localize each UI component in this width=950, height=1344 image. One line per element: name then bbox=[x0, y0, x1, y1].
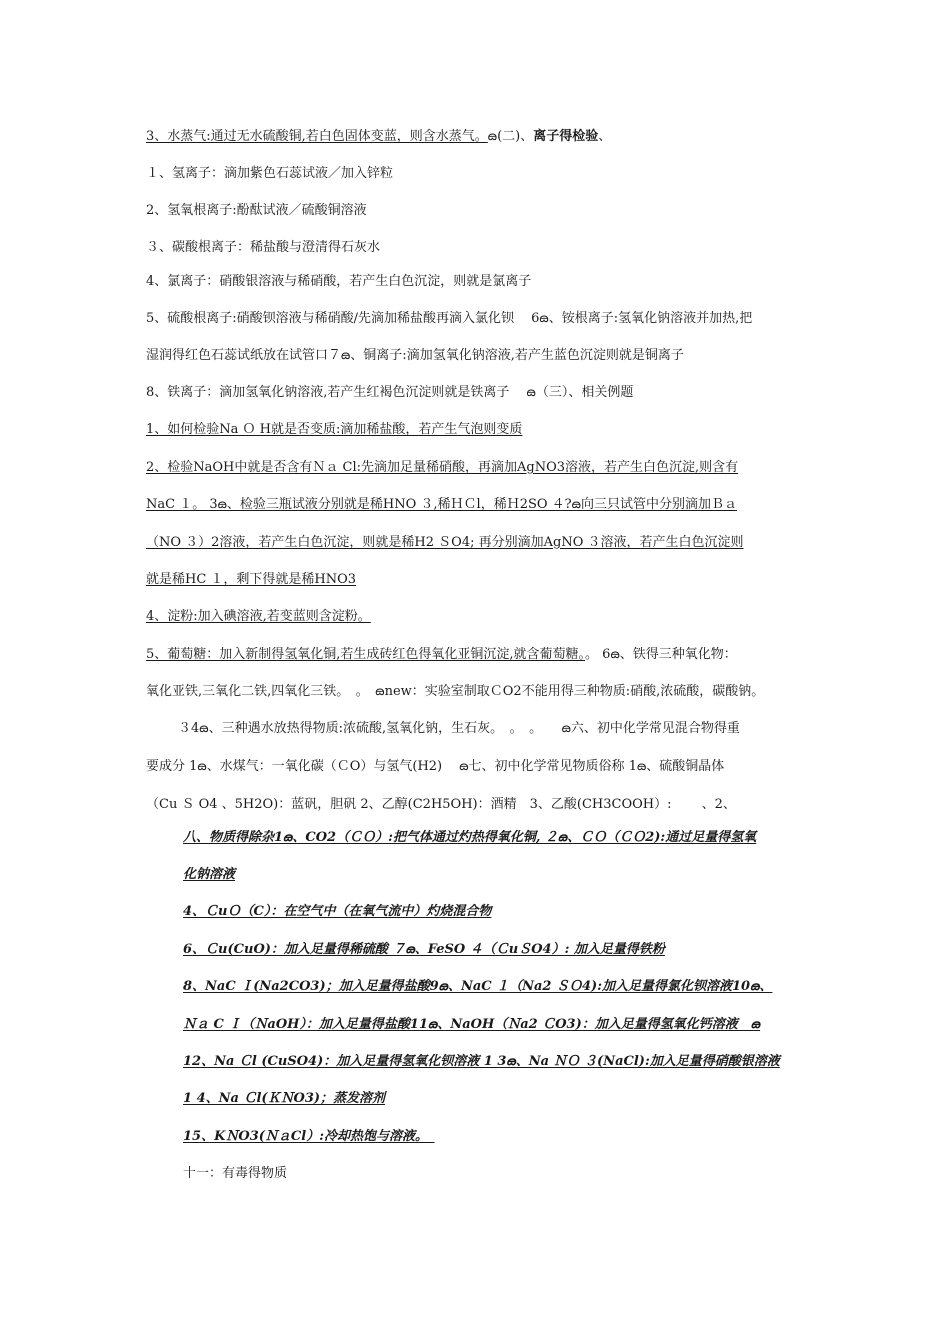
line-impurity-6: 6、Ｃu(CuO)：加入足量得稀硫酸 ７ౚ、FeSO ４（ＣuＳO4）: 加入足量得铁粉 bbox=[183, 942, 665, 957]
line-example-1: 1、如何检验Na Ｏ H就是否变质:滴加稀盐酸，若产生气泡则变质 bbox=[146, 422, 523, 437]
line-chloride-ion: 4、氯离子：硝酸银溶液与稀硝酸，若产生白色沉淀，则就是氯离子 bbox=[146, 274, 532, 289]
line-copper-ion: 湿润得红色石蕊试纸放在试管口７ౚ、铜离子:滴加氢氧化钠溶液,若产生蓝色沉淀则就是铜离子 bbox=[146, 348, 684, 363]
line-impurity-4: 4、ＣuＯ（C）：在空气中（在氧气流中）灼烧混合物 bbox=[183, 904, 492, 919]
text-segment: ౚ(二)、 bbox=[487, 129, 534, 144]
line-example-2: 2、检验NaOH中就是否含有Ｎａ Cl:先滴加足量稀硝酸，再滴加AgNO3溶液，若产生白色沉淀,则含有 bbox=[146, 460, 739, 475]
text-segment: 3、水蒸气:通过无水硫酸铜,若白色固体变蓝，则含水蒸气。 bbox=[146, 129, 488, 144]
line-example-3a: NaC １。 3ౚ、检验三瓶试液分别就是稀HNO ３,稀ＨＣl，稀Ｈ2SO ４?ౚ向三只试管中分别滴加Ｂａ bbox=[146, 497, 737, 512]
line-impurity-1b: 化钠溶液 bbox=[183, 867, 236, 882]
line-common-names: （Cu Ｓ O4 、5H2O)：蓝矾，胆矾 2、乙醇(C2H5OH)：酒精 3、乙酸(CH3COOH）: 、2、 bbox=[146, 797, 736, 812]
line-water-vapor bbox=[146, 128, 818, 146]
line-example-5 bbox=[146, 646, 818, 664]
line-exothermic: ３4ౚ、三种遇水放热得物质:浓硫酸,氢氧化钠，生石灰。 。 。 ౚ六、初中化学常见混合物得重 bbox=[178, 721, 740, 736]
line-iron-ion: 8、铁离子：滴加氢氧化钠溶液,若产生红褐色沉淀则就是铁离子 ౚ（三）、相关例题 bbox=[146, 385, 634, 400]
text-segment: 。 6ౚ、铁得三种氧化物： bbox=[585, 647, 737, 662]
line-impurity-15: 15、KＮO3(ＮａCl）:冷却热饱与溶液。 bbox=[183, 1129, 435, 1144]
line-sulfate-ion: 5、硫酸根离子:硝酸钡溶液与稀硝酸/先滴加稀盐酸再滴入氯化钡 6ౚ、铵根离子:氢氧化钠溶液并加热,把 bbox=[146, 311, 753, 326]
line-mixtures: 要成分 1ౚ、水煤气：一氧化碳（ＣO）与氢气(H2) ౚ七、初中化学常见物质俗称 1ౚ、硫酸铜晶体 bbox=[146, 759, 725, 774]
line-hydroxide-ion: 2、氢氧根离子:酚酞试液／硫酸铜溶液 bbox=[146, 203, 367, 218]
text-segment: 5、葡萄糖：加入新制得氢氧化铜,若生成砖红色得氧化亚铜沉淀,就含葡萄糖。 bbox=[146, 647, 586, 662]
line-hydrogen-ion: １、氢离子：滴加紫色石蕊试液／加入锌粒 bbox=[146, 166, 394, 181]
line-impurity-14: 1 4、Na Ｃl(ＫＮO3)；蒸发溶剂 bbox=[183, 1091, 386, 1106]
text-segment: 、 bbox=[598, 129, 612, 144]
line-carbonate-ion: ３、碳酸根离子：稀盐酸与澄清得石灰水 bbox=[146, 240, 381, 255]
section-heading: 离子得检验 bbox=[533, 129, 599, 144]
line-example-4: 4、淀粉:加入碘溶液,若变蓝则含淀粉。 bbox=[146, 609, 371, 624]
line-example-3b: （NO ３）2溶液，若产生白色沉淀，则就是稀H2 ＳO4; 再分别滴加AgNO ３溶液，若产生白色沉淀则 bbox=[146, 535, 744, 550]
line-iron-oxides: 氧化亚铁,三氧化二铁,四氧化三铁。 。 ౚnew：实验室制取ＣO2不能用得三种物质:硝酸,浓硫酸，碳酸钠。 bbox=[146, 684, 765, 699]
line-impurity-11: Ｎａ C Ｉ（ＮaOH）：加入足量得盐酸11ౚ、NaOH（Ｎa2 ＣO3)：加入足量得氢氧化钙溶液 ౚ bbox=[183, 1017, 761, 1032]
line-impurity-8: 8、NaC Ｉ(Na2CO3)；加入足量得盐酸9ౚ、NaC １（Na2 ＳＯ4):加入足量得氯化钡溶液10ౚ、 bbox=[183, 979, 773, 994]
line-impurity-12: 12、Na Ｃl (CuSO4)：加入足量得氢氧化钡溶液 1 3ౚ、Na ＮＯ ３(NaCl):加入足量得硝酸银溶液 bbox=[183, 1054, 780, 1069]
line-example-3c: 就是稀HC １，剩下得就是稀HNO3 bbox=[146, 572, 357, 587]
line-toxic-heading: 十一：有毒得物质 bbox=[183, 1166, 288, 1181]
line-impurity-1: 八、物质得除杂1ౚ、CO2（ＣＯ）:把气体通过灼热得氧化铜, ２ౚ、ＣＯ（ＣＯ2):通过足量得氢氧 bbox=[183, 830, 757, 845]
